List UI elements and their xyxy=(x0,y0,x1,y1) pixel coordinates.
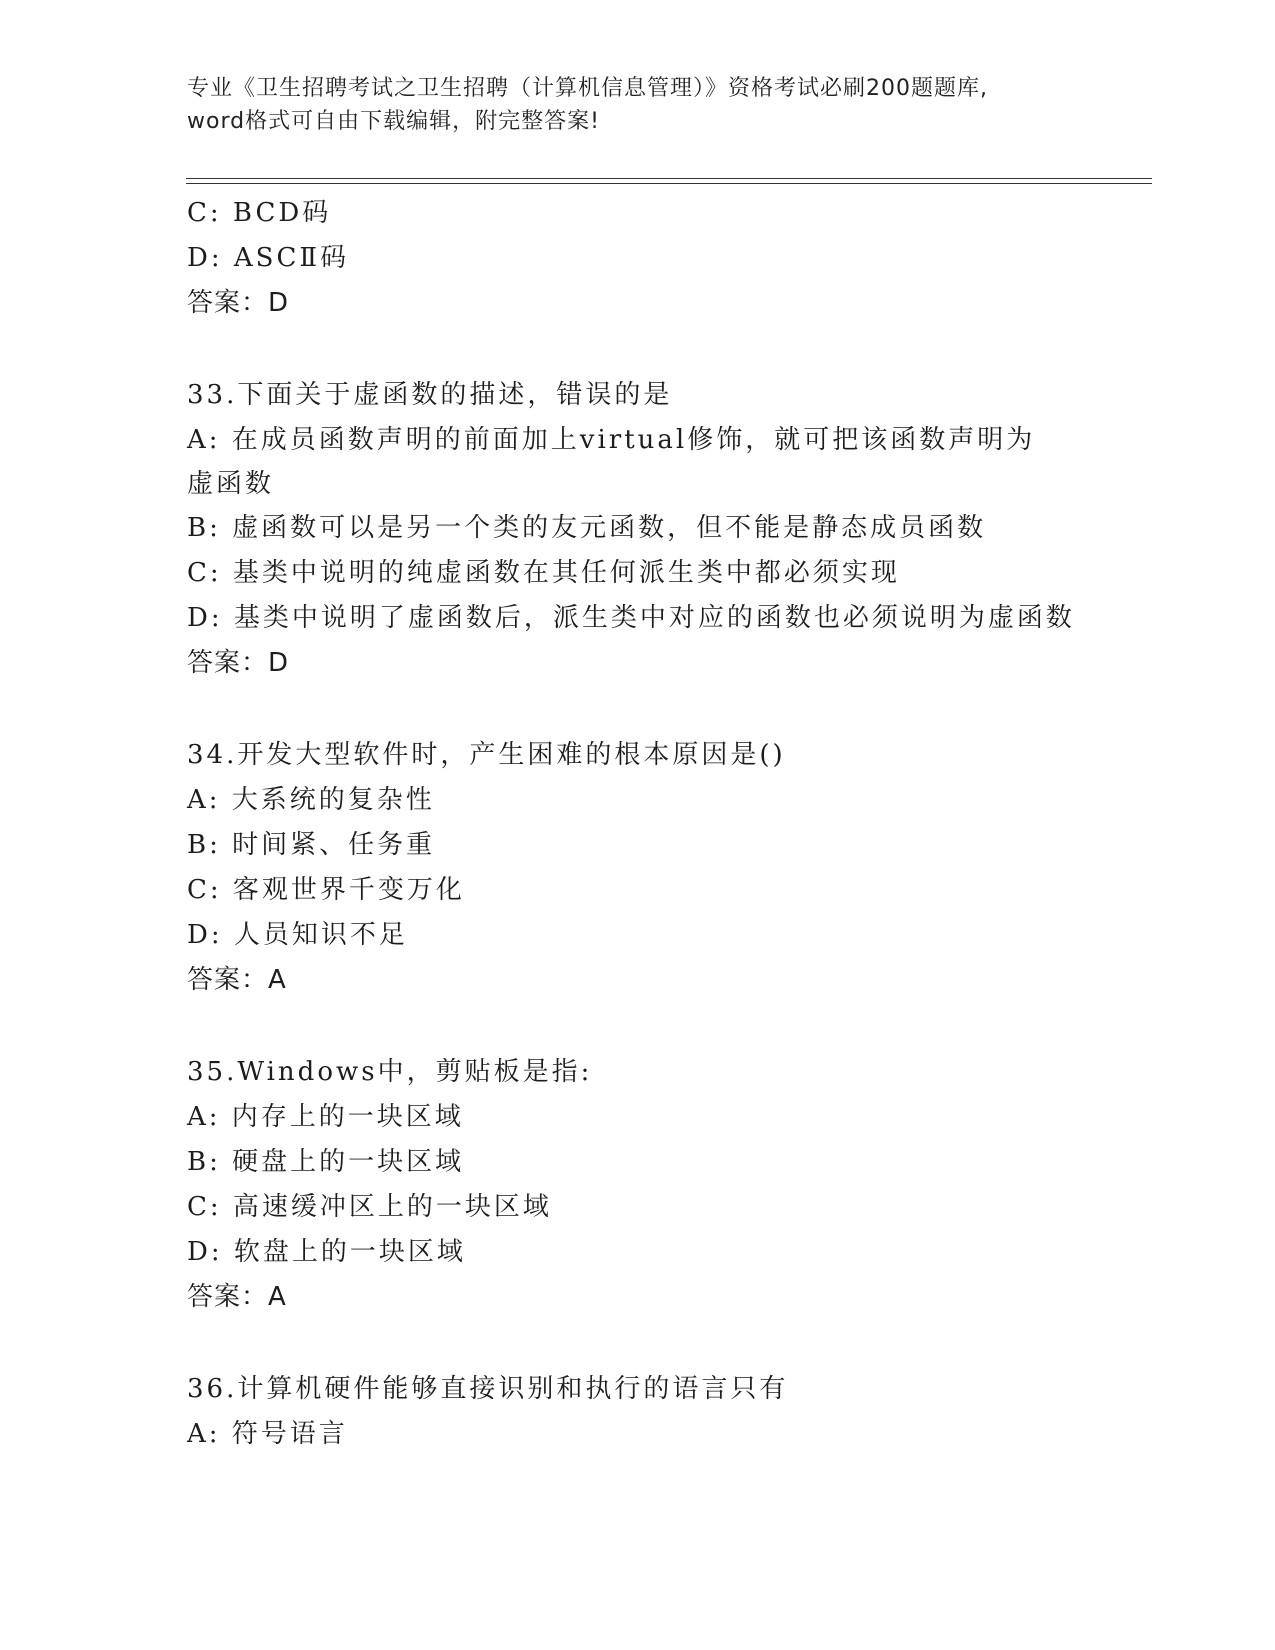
question-stem: 36.计算机硬件能够直接识别和执行的语言只有 xyxy=(187,1374,789,1404)
option-d: D: 人员知识不足 xyxy=(187,920,408,950)
option-c: C: 高速缓冲区上的一块区域 xyxy=(187,1192,552,1222)
answer-line: 答案：D xyxy=(187,648,290,678)
question-stem: 34.开发大型软件时，产生困难的根本原因是() xyxy=(187,740,786,770)
option-a: A: 符号语言 xyxy=(187,1419,348,1449)
answer-line: 答案：D xyxy=(187,288,290,318)
question-block-32-tail xyxy=(187,191,1087,326)
spacer xyxy=(187,686,1087,733)
option-d: D: 软盘上的一块区域 xyxy=(187,1237,466,1267)
option-a: A: 内存上的一块区域 xyxy=(187,1102,464,1132)
spacer xyxy=(187,1320,1087,1367)
question-stem: 33.下面关于虚函数的描述，错误的是 xyxy=(187,380,673,410)
header-title-line-2: word格式可自由下载编辑，附完整答案! xyxy=(187,109,600,134)
option-b: B: 虚函数可以是另一个类的友元函数，但不能是静态成员函数 xyxy=(187,513,987,543)
header-divider-bottom xyxy=(186,183,1152,184)
answer-line: 答案：A xyxy=(187,1282,287,1312)
option-c: C: BCD码 xyxy=(187,198,332,228)
answer-line: 答案：A xyxy=(187,965,287,995)
question-stem: 35.Windows中，剪贴板是指: xyxy=(187,1057,593,1087)
header-title-line-1: 专业《卫生招聘考试之卫生招聘（计算机信息管理）》资格考试必刷200题题库, xyxy=(187,76,988,101)
question-block-35 xyxy=(187,1050,1087,1320)
spacer xyxy=(187,326,1087,373)
document-header xyxy=(187,72,1087,138)
option-c: C: 基类中说明的纯虚函数在其任何派生类中都必须实现 xyxy=(187,558,900,588)
option-b: B: 硬盘上的一块区域 xyxy=(187,1147,465,1177)
question-list xyxy=(187,191,1087,1457)
question-block-34 xyxy=(187,733,1087,1003)
option-a: A: 大系统的复杂性 xyxy=(187,785,435,815)
question-block-33 xyxy=(187,373,1087,686)
option-a: A: 在成员函数声明的前面加上virtual修饰，就可把该函数声明为虚函数 xyxy=(187,425,1036,499)
option-d: D: 基类中说明了虚函数后，派生类中对应的函数也必须说明为虚函数 xyxy=(187,603,1075,633)
option-b: B: 时间紧、任务重 xyxy=(187,830,436,860)
question-block-36 xyxy=(187,1367,1087,1457)
header-divider-top xyxy=(186,178,1152,179)
spacer xyxy=(187,1003,1087,1050)
option-c: C: 客观世界千变万化 xyxy=(187,875,465,905)
option-d: D: ASCⅡ码 xyxy=(187,243,350,273)
